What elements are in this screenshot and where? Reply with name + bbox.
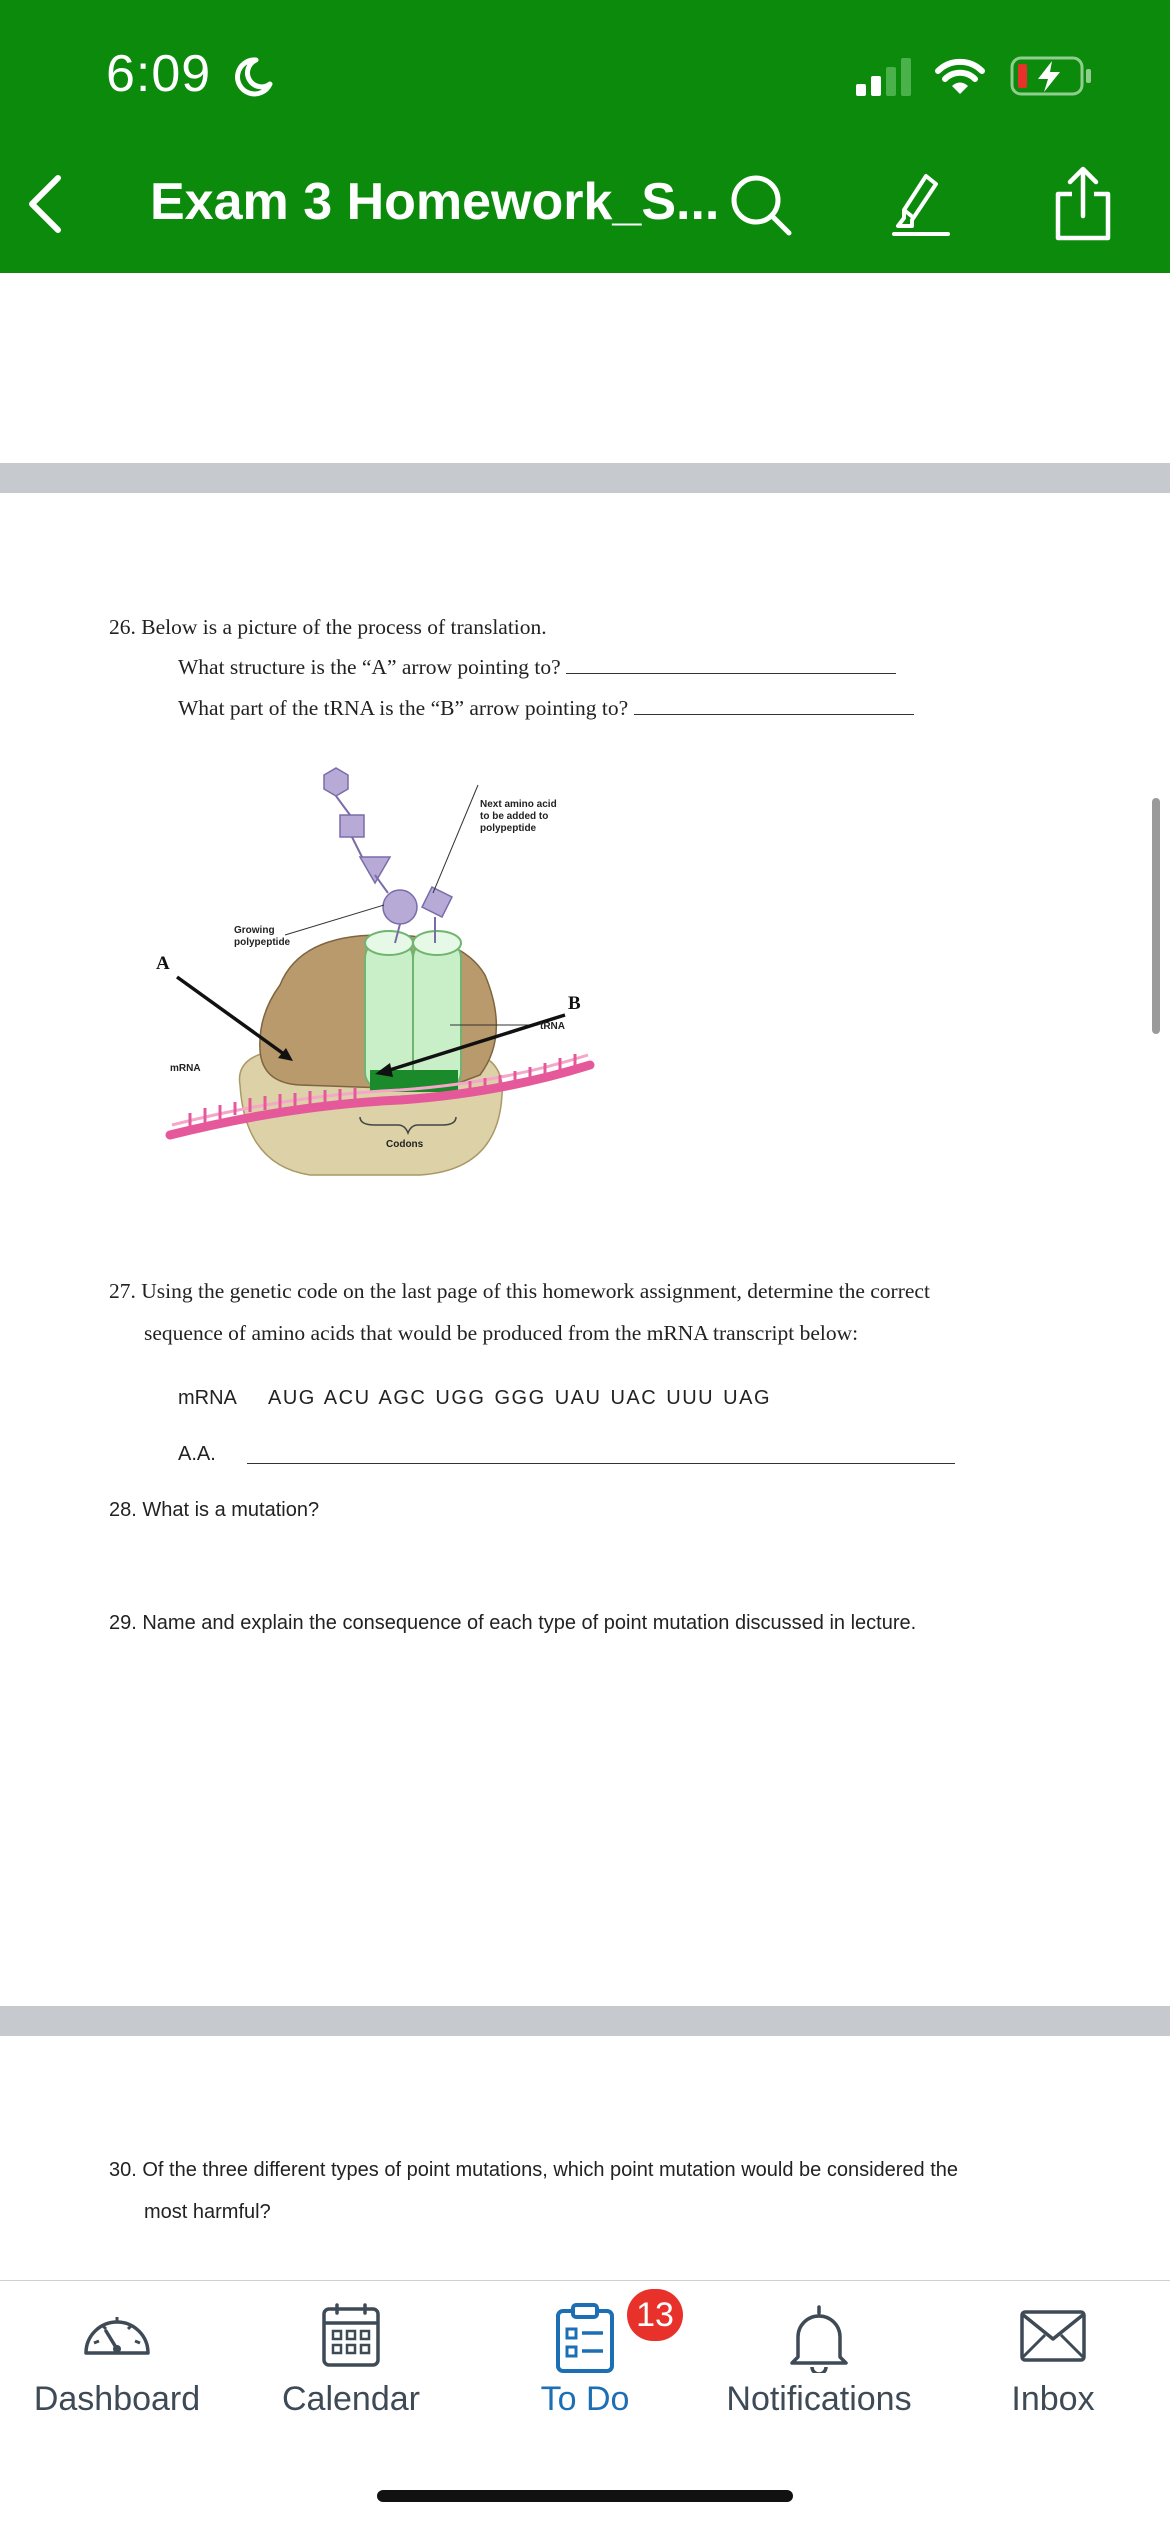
translation-figure	[150, 765, 610, 1185]
annotate-pen-icon[interactable]	[890, 170, 952, 238]
q27-mrna-label: mRNA	[178, 1387, 237, 1409]
search-icon[interactable]	[728, 172, 794, 238]
tab-dashboard-label: Dashboard	[33, 2380, 201, 2418]
fig-label-a: A	[156, 953, 170, 974]
back-chevron-icon[interactable]	[20, 172, 72, 236]
tab-inbox[interactable]	[936, 2281, 1170, 2461]
tab-dashboard[interactable]	[0, 2281, 234, 2461]
page-separator	[0, 2006, 1170, 2036]
fig-label-codons: Codons	[386, 1139, 424, 1150]
fig-label-next-amino-acid-3: polypeptide	[480, 823, 537, 834]
calendar-icon	[321, 2303, 381, 2369]
fig-label-growing-2: polypeptide	[234, 937, 291, 948]
fig-label-next-amino-acid-2: to be added to	[480, 811, 549, 822]
q27-line2: sequence of amino acids that would be produced from the mRNA transcript below:	[144, 1321, 859, 1345]
inbox-envelope-icon	[1019, 2309, 1087, 2363]
q26-b-question	[178, 696, 914, 721]
q26-a-question	[178, 655, 896, 680]
q28-text: 28. What is a mutation?	[109, 1499, 320, 1521]
q26-b-text: What part of the tRNA is the “B” arrow pointing to?	[178, 696, 629, 720]
q27-line1: 27. Using the genetic code on the last page of this homework assignment, determine the correct	[109, 1279, 930, 1303]
dashboard-gauge-icon	[80, 2303, 154, 2359]
page-separator	[0, 463, 1170, 493]
tab-calendar-label: Calendar	[282, 2380, 420, 2418]
wifi-icon	[935, 58, 985, 96]
cellular-signal-icon	[856, 56, 914, 96]
tab-todo-label: To Do	[540, 2380, 630, 2418]
tab-notifications[interactable]	[702, 2281, 936, 2461]
q30-line2: most harmful?	[144, 2201, 271, 2223]
battery-charging-icon	[1010, 55, 1092, 97]
q27-mrna-sequence: AUG ACU AGC UGG GGG UAU UAC UUU UAG	[268, 1387, 772, 1409]
home-indicator[interactable]	[377, 2490, 793, 2502]
fig-label-next-amino-acid-1: Next amino acid	[480, 799, 557, 810]
moon-icon	[232, 56, 274, 98]
q27-aa-label: A.A.	[178, 1443, 216, 1465]
app-header	[0, 0, 1170, 273]
trna-right	[413, 940, 461, 1090]
document-title: Exam 3 Homework_S...	[150, 173, 720, 231]
fig-label-growing-1: Growing	[234, 925, 275, 936]
status-time: 6:09	[106, 45, 212, 103]
tab-calendar[interactable]	[234, 2281, 468, 2461]
tab-notifications-label: Notifications	[726, 2380, 912, 2418]
q30-line1: 30. Of the three different types of point mutations, which point mutation would be considered the	[109, 2159, 959, 2181]
answer-line	[566, 673, 896, 674]
fig-label-trna: tRNA	[540, 1021, 565, 1032]
q26-a-text: What structure is the “A” arrow pointing to?	[178, 655, 561, 679]
q29-text: 29. Name and explain the consequence of each type of point mutation discussed in lecture.	[109, 1612, 917, 1634]
answer-line	[634, 714, 914, 715]
q26-intro: 26. Below is a picture of the process of translation.	[109, 615, 547, 639]
share-icon[interactable]	[1052, 166, 1114, 242]
tab-inbox-label: Inbox	[1011, 2380, 1095, 2418]
todo-clipboard-icon	[555, 2303, 615, 2373]
document-viewer[interactable]	[0, 273, 1170, 2280]
fig-label-mrna: mRNA	[170, 1063, 201, 1074]
fig-label-b: B	[568, 993, 581, 1014]
scroll-indicator[interactable]	[1152, 798, 1160, 1034]
todo-count-badge: 13	[627, 2289, 683, 2341]
answer-line	[247, 1463, 955, 1464]
bell-icon	[788, 2303, 850, 2373]
